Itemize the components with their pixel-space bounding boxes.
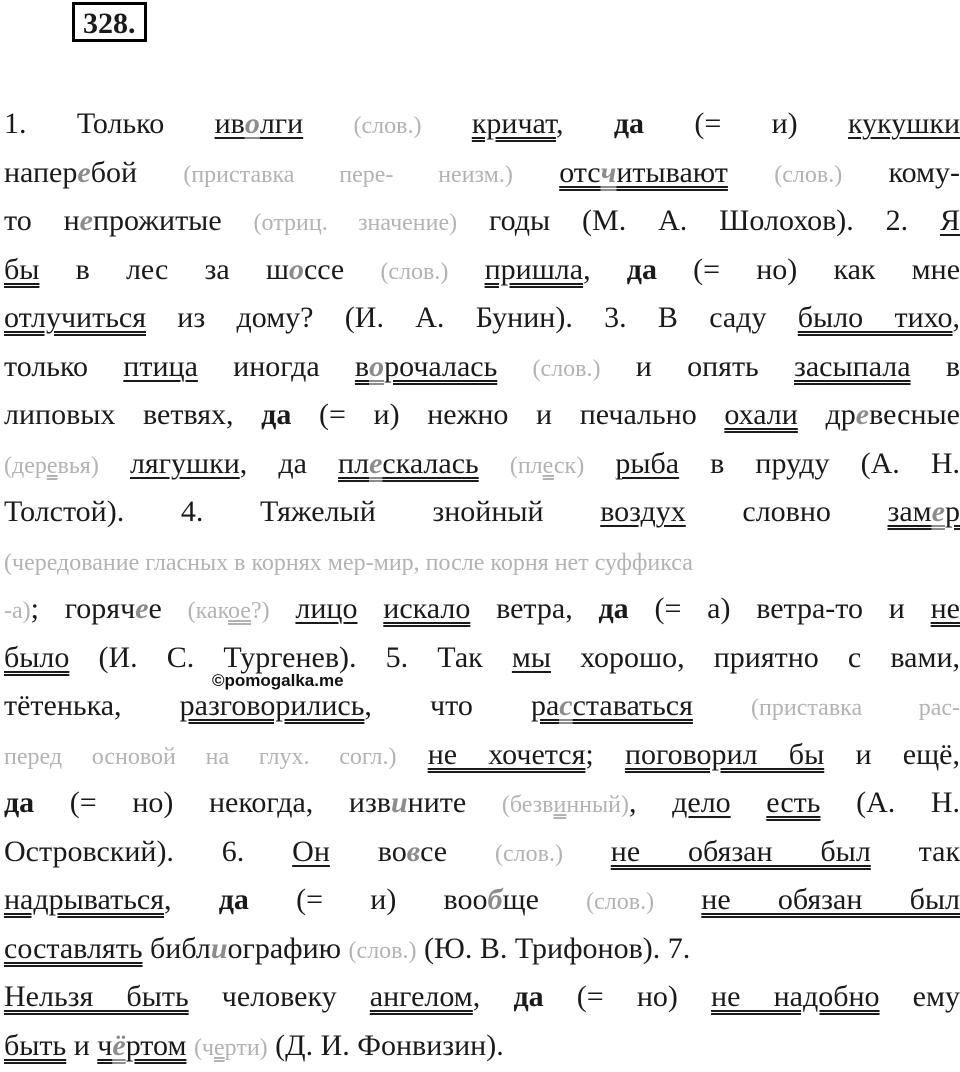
check-letter: ое [228, 598, 251, 624]
check-letter: е [214, 1035, 225, 1061]
text-line [4, 731, 960, 780]
conjunction-da: да [598, 592, 628, 625]
predicate-underline: бы [4, 253, 39, 286]
predicate-underline: ч [97, 1029, 112, 1062]
text-fragment: Толстой). 4. Тяжелый знойный [4, 495, 600, 528]
orthogram-letter: е [856, 398, 869, 431]
orthogram-letter: о [369, 350, 384, 383]
text-line [4, 925, 960, 974]
text-line [4, 197, 960, 246]
orthogram-letter: и [391, 786, 408, 819]
conjunction-da: да [261, 398, 291, 431]
orthogram-letter: е [932, 495, 945, 528]
orthogram-letter: е [80, 204, 93, 237]
text-fragment [358, 592, 384, 625]
exercise-text [4, 100, 960, 1070]
check-letter: е [47, 453, 58, 479]
grammar-note: ?) [251, 598, 270, 624]
exercise-number: 328. [72, 2, 147, 42]
subject-underline: птица [123, 350, 198, 383]
text-fragment: человеку [189, 980, 370, 1013]
grammar-note: -а) [4, 598, 31, 624]
text-fragment [584, 447, 615, 480]
text-fragment [731, 786, 767, 819]
predicate-underline: быть [4, 1029, 66, 1062]
text-fragment: в лес за ш [39, 253, 289, 286]
conjunction-da: да [513, 980, 543, 1013]
subject-underline: Он [292, 835, 330, 868]
text-line [4, 100, 960, 149]
check-letter: и [553, 792, 566, 818]
predicate-underline: отс [559, 156, 600, 189]
text-fragment [513, 156, 559, 189]
text-fragment: (= но) [544, 980, 711, 1013]
text-line [4, 294, 960, 343]
text-fragment: , [556, 107, 614, 140]
text-fragment: в пруду (А. Н. [679, 447, 960, 480]
predicate-underline: ангелом [370, 980, 473, 1013]
text-fragment [654, 883, 701, 916]
text-fragment: (= но) как мне [657, 253, 960, 286]
text-fragment: липовых ветвях, [4, 398, 261, 431]
grammar-note: (приставка рас- [751, 695, 960, 721]
grammar-note: (слов.) [380, 259, 448, 285]
check-letter: е [543, 453, 554, 479]
text-line [4, 779, 960, 828]
text-fragment [303, 107, 353, 140]
subject-underline: лги [260, 107, 303, 140]
text-fragment: (И. С. Тургенев). 5. Так [69, 641, 511, 674]
text-fragment: Островский). 6. [4, 835, 292, 868]
predicate-underline: не [931, 592, 960, 625]
text-fragment: в [911, 350, 960, 383]
grammar-note: (дер [4, 453, 47, 479]
predicate-underline: скалась [382, 447, 478, 480]
predicate-underline: охали [724, 398, 797, 431]
text-fragment: др [798, 398, 856, 431]
text-fragment [270, 592, 296, 625]
text-fragment: и [66, 1029, 97, 1062]
text-fragment: библ [143, 932, 211, 965]
predicate-underline: засыпала [794, 350, 911, 383]
grammar-note: (безв [502, 792, 554, 818]
predicate-underline: кричат [472, 107, 556, 140]
text-fragment: годы (М. А. Шолохов). 2. [457, 204, 940, 237]
subject-underline: кукушки [848, 107, 960, 140]
grammar-note: (как [188, 598, 228, 624]
text-fragment [448, 253, 484, 286]
predicate-underline: отлучиться [4, 301, 146, 334]
text-fragment: прожитые [93, 204, 254, 237]
predicate-underline: пл [338, 447, 369, 480]
text-fragment: ; [585, 738, 625, 771]
conjunction-da: да [4, 786, 34, 819]
text-line [4, 440, 960, 489]
predicate-underline: надрываться [4, 883, 164, 916]
text-fragment: , [953, 301, 960, 334]
predicate-underline: не хочется [428, 738, 586, 771]
text-fragment: кому- [842, 156, 960, 189]
grammar-note: (чередование гласных в корнях мер-мир, после корня нет суффикса [4, 550, 693, 576]
grammar-note: (слов.) [495, 841, 563, 867]
subject-underline: воздух [600, 495, 686, 528]
predicate-underline: пришла [485, 253, 584, 286]
text-fragment: то н [4, 204, 80, 237]
text-line [4, 973, 960, 1022]
predicate-underline: зам [888, 495, 932, 528]
subject-underline: Я [940, 204, 960, 237]
predicate-underline: ставаться [573, 689, 693, 722]
text-fragment: только [4, 350, 123, 383]
orthogram-letter: о [245, 107, 260, 140]
text-line [4, 1022, 960, 1071]
text-fragment: се [420, 835, 495, 868]
predicate-underline: поговорил бы [625, 738, 824, 771]
subject-underline: лицо [295, 592, 357, 625]
text-fragment: во [330, 835, 407, 868]
text-line [4, 828, 960, 877]
grammar-note: (пл [510, 453, 543, 479]
subject-underline: мы [512, 641, 551, 674]
text-fragment: , [164, 883, 219, 916]
predicate-underline: Нельзя быть [4, 980, 189, 1013]
orthogram-letter: б [487, 883, 502, 916]
predicate-underline: составлять [4, 932, 143, 965]
predicate-underline: итывают [616, 156, 728, 189]
text-fragment: ; горяч [31, 592, 136, 625]
text-line [4, 391, 960, 440]
conjunction-da: да [627, 253, 657, 286]
grammar-note: (слов.) [586, 889, 654, 915]
conjunction-da: да [219, 883, 249, 916]
text-line [4, 537, 960, 586]
text-line [4, 343, 960, 392]
grammar-note: (приставка пере- неизм.) [183, 162, 513, 188]
text-fragment: (= и) воо [249, 883, 488, 916]
text-fragment [497, 350, 532, 383]
text-fragment: (Ю. В. Трифонов). 7. [417, 932, 691, 965]
text-fragment: , [583, 253, 627, 286]
text-fragment [186, 1029, 194, 1062]
text-fragment [479, 447, 510, 480]
grammar-note: нный) [566, 792, 629, 818]
watermark: ©pomogalka.me [212, 671, 344, 691]
grammar-note: вья) [58, 453, 99, 479]
predicate-underline: не обязан был [701, 883, 960, 916]
orthogram-letter: с [559, 689, 572, 722]
text-fragment: (= и) [644, 107, 848, 140]
grammar-note: (слов.) [354, 113, 422, 139]
predicate-underline: рочалась [384, 350, 497, 383]
text-fragment: (А. Н. [820, 786, 960, 819]
orthogram-letter: е [135, 592, 148, 625]
text-fragment: и опять [601, 350, 795, 383]
text-fragment: весные [869, 398, 960, 431]
grammar-note: ск) [554, 453, 584, 479]
text-fragment: хорошо, приятно с вами, [551, 641, 960, 674]
text-line [4, 585, 960, 634]
conjunction-da: да [614, 107, 644, 140]
orthogram-letter: ч [601, 156, 617, 189]
text-fragment: ните [408, 786, 502, 819]
text-fragment: (= а) ветра-то и [629, 592, 931, 625]
predicate-underline: искало [383, 592, 470, 625]
text-fragment: ветра, [470, 592, 598, 625]
text-fragment: тётенька, [4, 689, 180, 722]
text-fragment: словно [686, 495, 888, 528]
subject-underline: дело [672, 786, 731, 819]
text-line [4, 682, 960, 731]
orthogram-letter: о [289, 253, 304, 286]
text-fragment: е [149, 592, 188, 625]
predicate-underline: было тихо [798, 301, 953, 334]
grammar-note: перед основой на глух. согл.) [4, 744, 396, 770]
text-fragment: бой [91, 156, 184, 189]
text-fragment [396, 738, 427, 771]
text-fragment: 1. Только [4, 107, 215, 140]
predicate-underline: не надобно [711, 980, 879, 1013]
predicate-underline: ртом [126, 1029, 187, 1062]
predicate-underline: разговорились [180, 689, 365, 722]
text-fragment: ссе [304, 253, 381, 286]
text-fragment: из дому? (И. А. Бунин). 3. В саду [146, 301, 798, 334]
text-fragment: , что [364, 689, 531, 722]
subject-underline: ив [215, 107, 245, 140]
text-fragment: и ещё, [824, 738, 960, 771]
text-fragment: ографию [228, 932, 349, 965]
grammar-note: (слов.) [533, 356, 601, 382]
text-line [4, 634, 960, 683]
text-line [4, 488, 960, 537]
grammar-note: (отриц. значение) [254, 210, 458, 236]
text-line [4, 246, 960, 295]
text-fragment [563, 835, 611, 868]
text-fragment: (= но) некогда, изв [34, 786, 391, 819]
text-fragment: (= и) нежно и печально [291, 398, 724, 431]
text-fragment [421, 107, 471, 140]
grammar-note: (ч [194, 1035, 214, 1061]
grammar-note: (слов.) [349, 938, 417, 964]
orthogram-letter: и [211, 932, 228, 965]
text-fragment: , [473, 980, 514, 1013]
text-fragment: , [629, 786, 672, 819]
text-fragment: так [871, 835, 960, 868]
text-fragment: ще [502, 883, 586, 916]
text-line [4, 149, 960, 198]
subject-underline: рыба [615, 447, 679, 480]
predicate-underline: ра [531, 689, 559, 722]
text-fragment [728, 156, 774, 189]
text-fragment: иногда [198, 350, 355, 383]
subject-underline: лягушки [130, 447, 240, 480]
grammar-note: (слов.) [774, 162, 842, 188]
orthogram-letter: е [369, 447, 382, 480]
orthogram-letter: ё [112, 1029, 125, 1062]
grammar-note: рти) [225, 1035, 268, 1061]
predicate-underline: р [945, 495, 960, 528]
text-fragment [99, 447, 130, 480]
text-fragment [693, 689, 751, 722]
orthogram-letter: е [77, 156, 90, 189]
text-fragment: (Д. И. Фонвизин). [268, 1029, 504, 1062]
predicate-underline: в [355, 350, 369, 383]
predicate-underline: было [4, 641, 69, 674]
orthogram-letter: в [407, 835, 420, 868]
predicate-underline: есть [766, 786, 820, 819]
text-fragment: , да [240, 447, 338, 480]
predicate-underline: не обязан был [611, 835, 871, 868]
text-line [4, 876, 960, 925]
text-fragment: напер [4, 156, 77, 189]
text-fragment: ему [880, 980, 960, 1013]
